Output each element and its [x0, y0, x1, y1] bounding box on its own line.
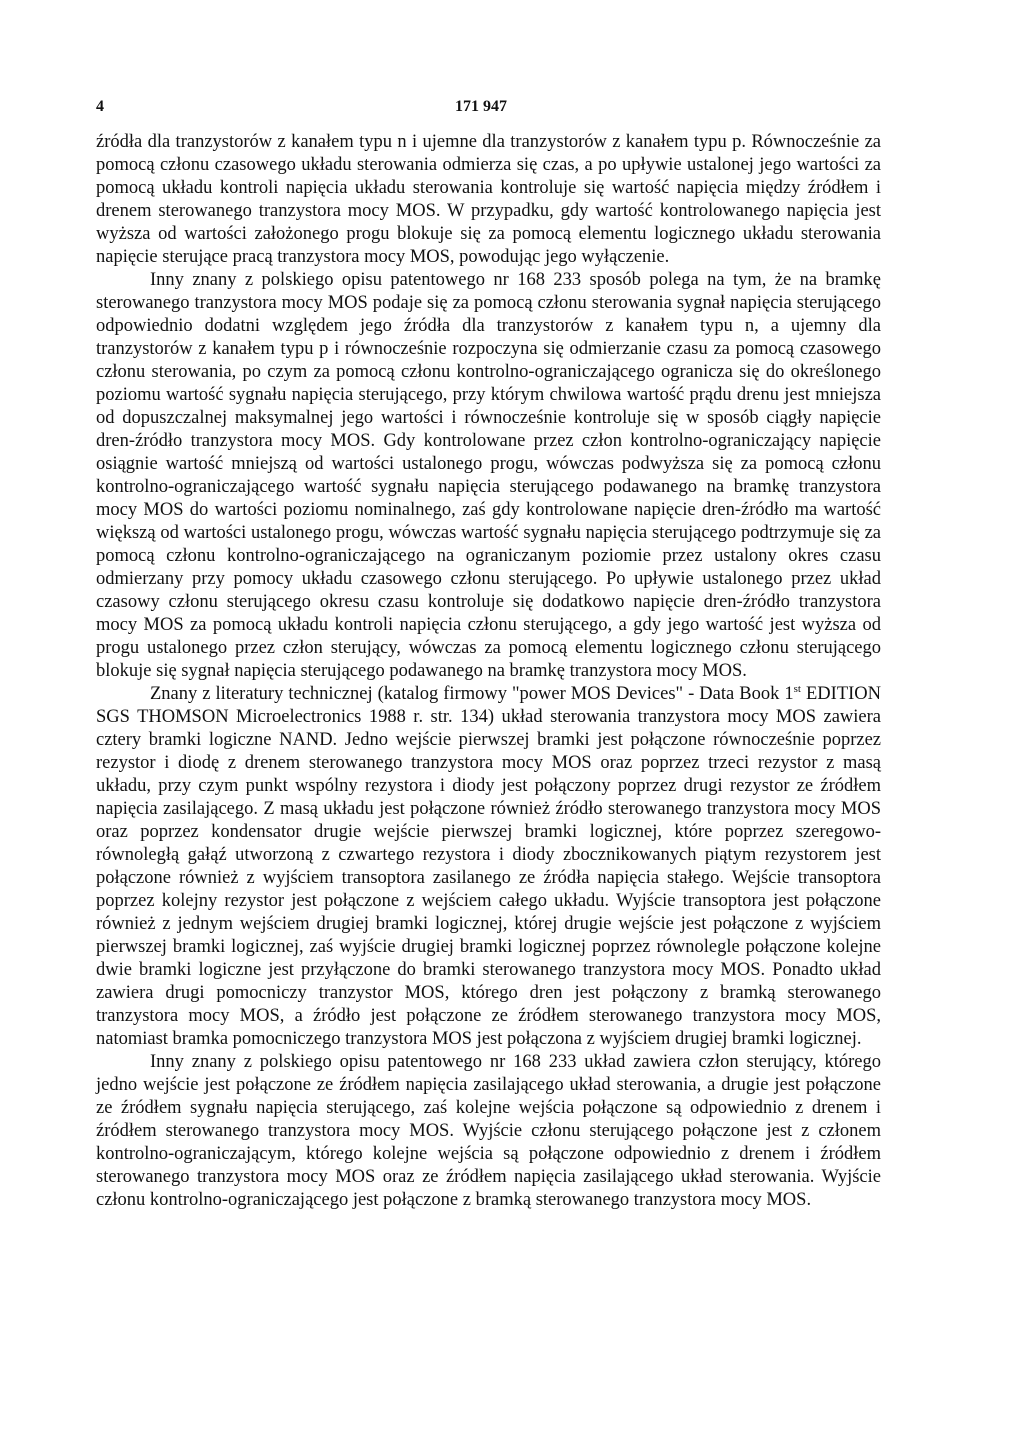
- superscript-st: st: [793, 682, 801, 695]
- paragraph-3-text-after-superscript: EDITION SGS THOMSON Microelectronics 1988 r. str. 134) układ sterowania tranzystora mocy MOS zawiera cztery bramki logiczne NAND. Jedno wejście pierwszej bramki jest połączone równocześnie poprzez rezystor i diodę z drenem sterowanego tranzystora mocy MOS oraz poprzez trzeci rezystor z masą układu, przy czym punkt wspólny rezystora i diody jest połączony poprzez drugi rezystor ze źródłem napięcia zasilającego. Z masą układu jest połączone również źródło sterowanego tranzystora mocy MOS oraz poprzez kondensator drugie wejście pierwszej bramki logicznej, które poprzez szeregowo-równoległą gałąź utworzoną z czwartego rezystora i diody zbocznikowanych piątym rezystorem jest połączone również z wyjściem transoptora zasilanego ze źródła napięcia stałego. Wejście transoptora poprzez kolejny rezystor jest połączone z wejściem całego układu. Wyjście transoptora jest połączone również z jednym wejściem drugiej bramki logicznej, której drugie wejście jest połączone z wyjściem pierwszej bramki logicznej, zaś wyjście drugiej bramki logicznej poprzez równolegle połączone kolejne dwie bramki logiczne jest przyłączone do bramki sterowanego tranzystora mocy MOS. Ponadto układ zawiera drugi pomocniczy tranzystor MOS, którego dren jest połączony z bramką sterowanego tranzystora mocy MOS, a źródło jest połączone ze źródłem sterowanego tranzystora mocy MOS, natomiast bramka pomocniczego tranzystora MOS jest połączona z wyjściem drugiej bramki logicznej.: [96, 684, 882, 1049]
- paragraph-3: [96, 683, 881, 1051]
- paragraph-2: Inny znany z polskiego opisu patentowego nr 168 233 sposób polega na tym, że na bramkę sterowanego tranzystora mocy MOS podaje się za pomocą członu sterowania sygnał napięcia sterującego odpowiednio dodatni względem jego źródła dla tranzystorów z kanałem typu n, a ujemny dla tranzystorów z kanałem typu p i równocześnie rozpoczyna się odmierzanie czasu za pomocą czasowego członu sterowania, po czym za pomocą członu kontrolno-ograniczającego ogranicza się do określonego poziomu wartość sygnału napięcia sterującego, przy którym chwilowa wartość prądu drenu jest mniejsza od dopuszczalnej maksymalnej jego wartości i równocześnie kontroluje się w sposób ciągły napięcie dren-źródło tranzystora mocy MOS. Gdy kontrolowane przez człon kontrolno-ograniczający napięcie osiągnie wartość mniejszą od wartości ustalonego progu, wówczas podwyższa się za pomocą członu kontrolno-ograniczającego wartość sygnału napięcia sterującego podawanego na bramkę tranzystora mocy MOS do wartości poziomu nominalnego, zaś gdy kontrolowane napięcie dren-źródło ma wartość większą od wartości ustalonego progu, wówczas wartość sygnału napięcia sterującego podtrzymuje się za pomocą członu kontrolno-ograniczającego na ograniczanym poziomie przez ustalony okres czasu odmierzany przy pomocy układu czasowego członu sterującego. Po upływie ustalonego przez układ czasowy członu sterującego okresu czasu kontroluje się dodatkowo napięcie dren-źródło tranzystora mocy MOS za pomocą układu kontroli napięcia członu sterującego, a gdy jego wartość jest wyższa od progu ustalonego przez człon sterujący, wówczas za pomocą elementu logicznego członu sterującego blokuje się sygnał napięcia sterującego podawanego na bramkę tranzystora mocy MOS.: [96, 270, 881, 681]
- page-number: 4: [96, 98, 104, 115]
- paragraph-1: źródła dla tranzystorów z kanałem typu n i ujemne dla tranzystorów z kanałem typu p. Równocześnie za pomocą członu czasowego układu sterowania odmierza się czas, a po upływie ustalonej jego wartości za pomocą układu kontroli napięcia układu sterowania kontroluje się wartość napięcia między źródłem i drenem sterowanego tranzystora mocy MOS. W przypadku, gdy wartość kontrolowanego napięcia jest wyższa od wartości założonego progu blokuje się za pomocą elementu logicznego układu sterowania napięcie sterujące pracą tranzystora mocy MOS, powodując jego wyłączenie.: [96, 132, 881, 267]
- paragraph-3-text-before-superscript: Znany z literatury technicznej (katalog firmowy "power MOS Devices" - Data Book 1: [150, 684, 794, 704]
- body-text: [96, 131, 881, 1212]
- paragraph-4: Inny znany z polskiego opisu patentowego nr 168 233 układ zawiera człon sterujący, którego jedno wejście jest połączone ze źródłem napięcia zasilającego układ sterowania, a drugie jest połączone ze źródłem sygnału napięcia sterującego, zaś kolejne wejścia połączone są odpowiednio z drenem i źródłem sterowanego tranzystora mocy MOS. Wyjście członu sterującego połączone jest z członem kontrolno-ograniczającym, którego kolejne wejścia są połączone odpowiednio z drenem i źródłem sterowanego tranzystora mocy MOS oraz ze źródłem napięcia zasilającego układ sterowania. Wyjście członu kontrolno-ograniczającego jest połączone z bramką sterowanego tranzystora mocy MOS.: [96, 1052, 881, 1210]
- patent-number: 171 947: [455, 98, 507, 115]
